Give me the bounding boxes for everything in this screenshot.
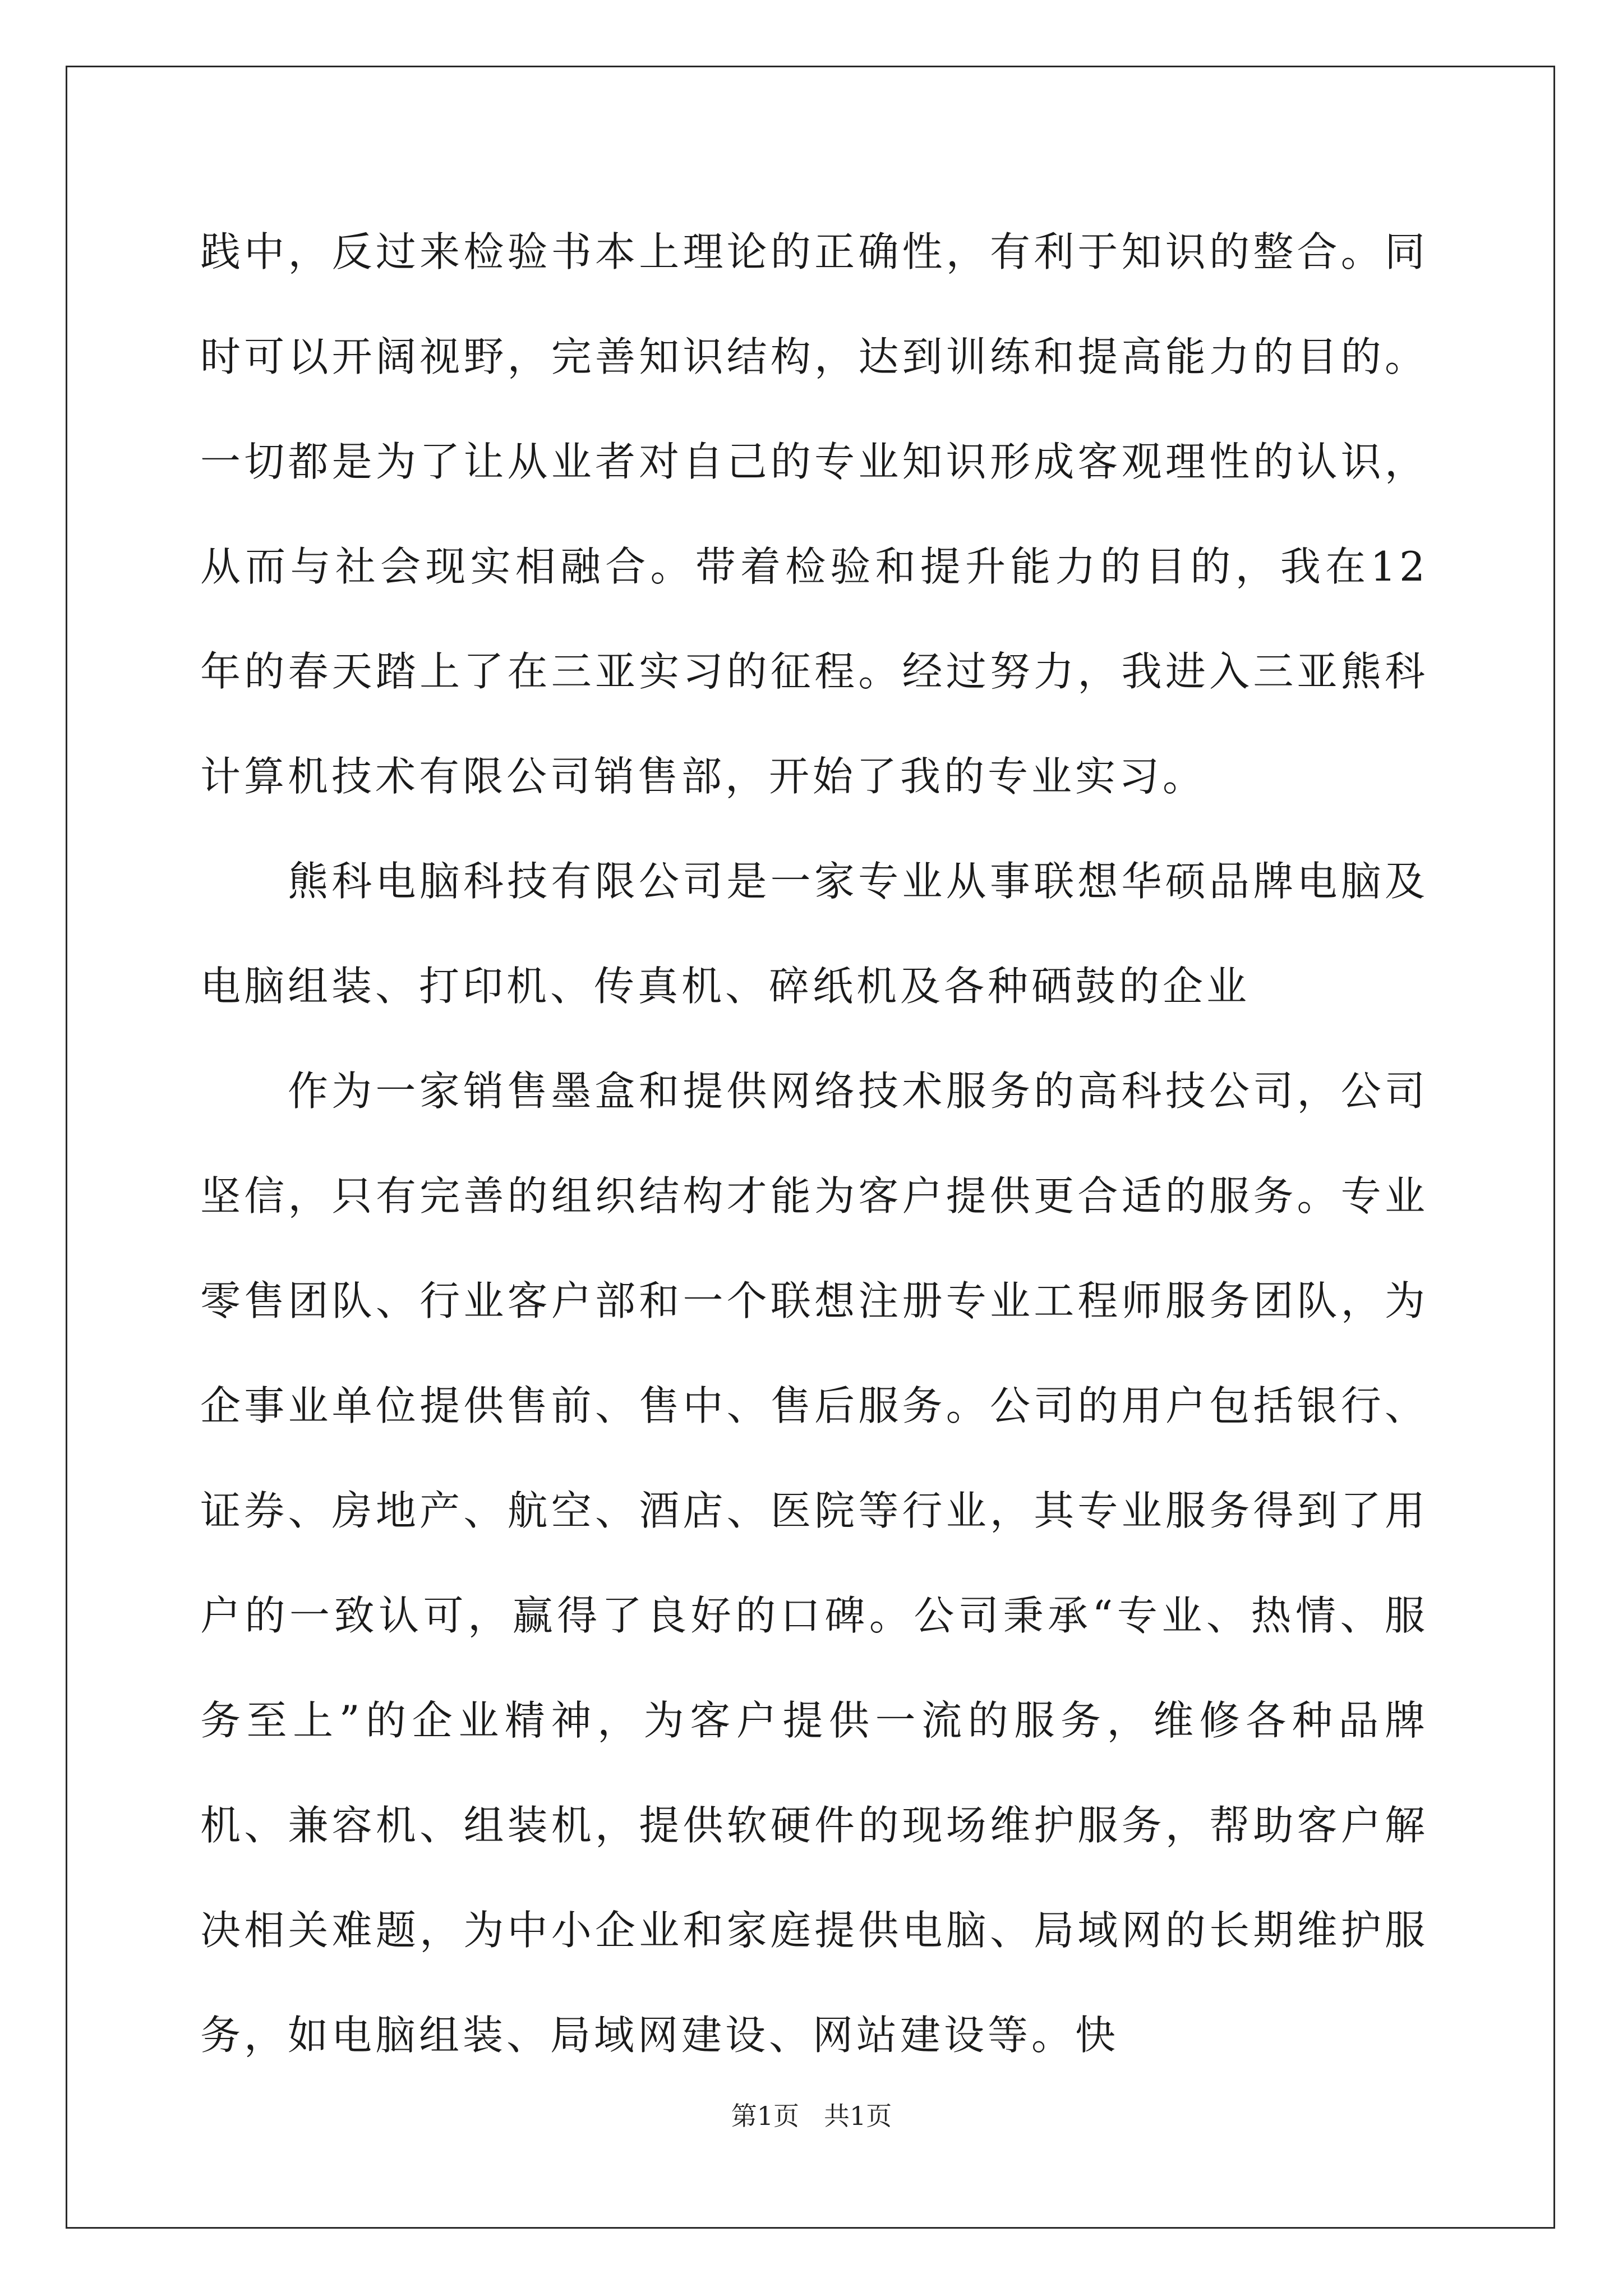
page-number: 第1页 bbox=[731, 2101, 800, 2131]
page-total: 共1页 bbox=[823, 2101, 892, 2131]
page-footer bbox=[0, 2099, 1623, 2133]
paragraph-1: 践中，反过来检验书本上理论的正确性，有利于知识的整合。同时可以开阔视野，完善知识结构，达到训练和提高能力的目的。一切都是为了让从业者对自己的专业知识形成客观理性的认识，从而与社会现实相融合。带着检验和提升能力的目的，我在12年的春天踏上了在三亚实习的征程。经过努力，我进入三亚熊科计算机技术有限公司销售部，开始了我的专业实习。 bbox=[200, 228, 1428, 800]
footer-gap bbox=[799, 2101, 824, 2131]
paragraph-3: 作为一家销售墨盒和提供网络技术服务的高科技公司，公司坚信，只有完善的组织结构才能为客户提供更合适的服务。专业零售团队、行业客户部和一个联想注册专业工程师服务团队，为企事业单位提供售前、售中、售后服务。公司的用户包括银行、证券、房地产、航空、酒店、医院等行业，其专业服务得到了用户的一致认可，赢得了良好的口碑。公司秉承“专业、热情、服务至上”的企业精神，为客户提供一流的服务，维修各种品牌机、兼容机、组装机，提供软硬件的现场维护服务，帮助客户解决相关难题，为中小企业和家庭提供电脑、局域网的长期维护服务，如电脑组装、局域网建设、网站建设等。快 bbox=[200, 1068, 1428, 2059]
paragraph-2: 熊科电脑科技有限公司是一家专业从事联想华硕品牌电脑及电脑组装、打印机、传真机、碎纸机及各种硒鼓的企业 bbox=[200, 858, 1428, 1010]
document-body bbox=[200, 200, 1428, 2088]
